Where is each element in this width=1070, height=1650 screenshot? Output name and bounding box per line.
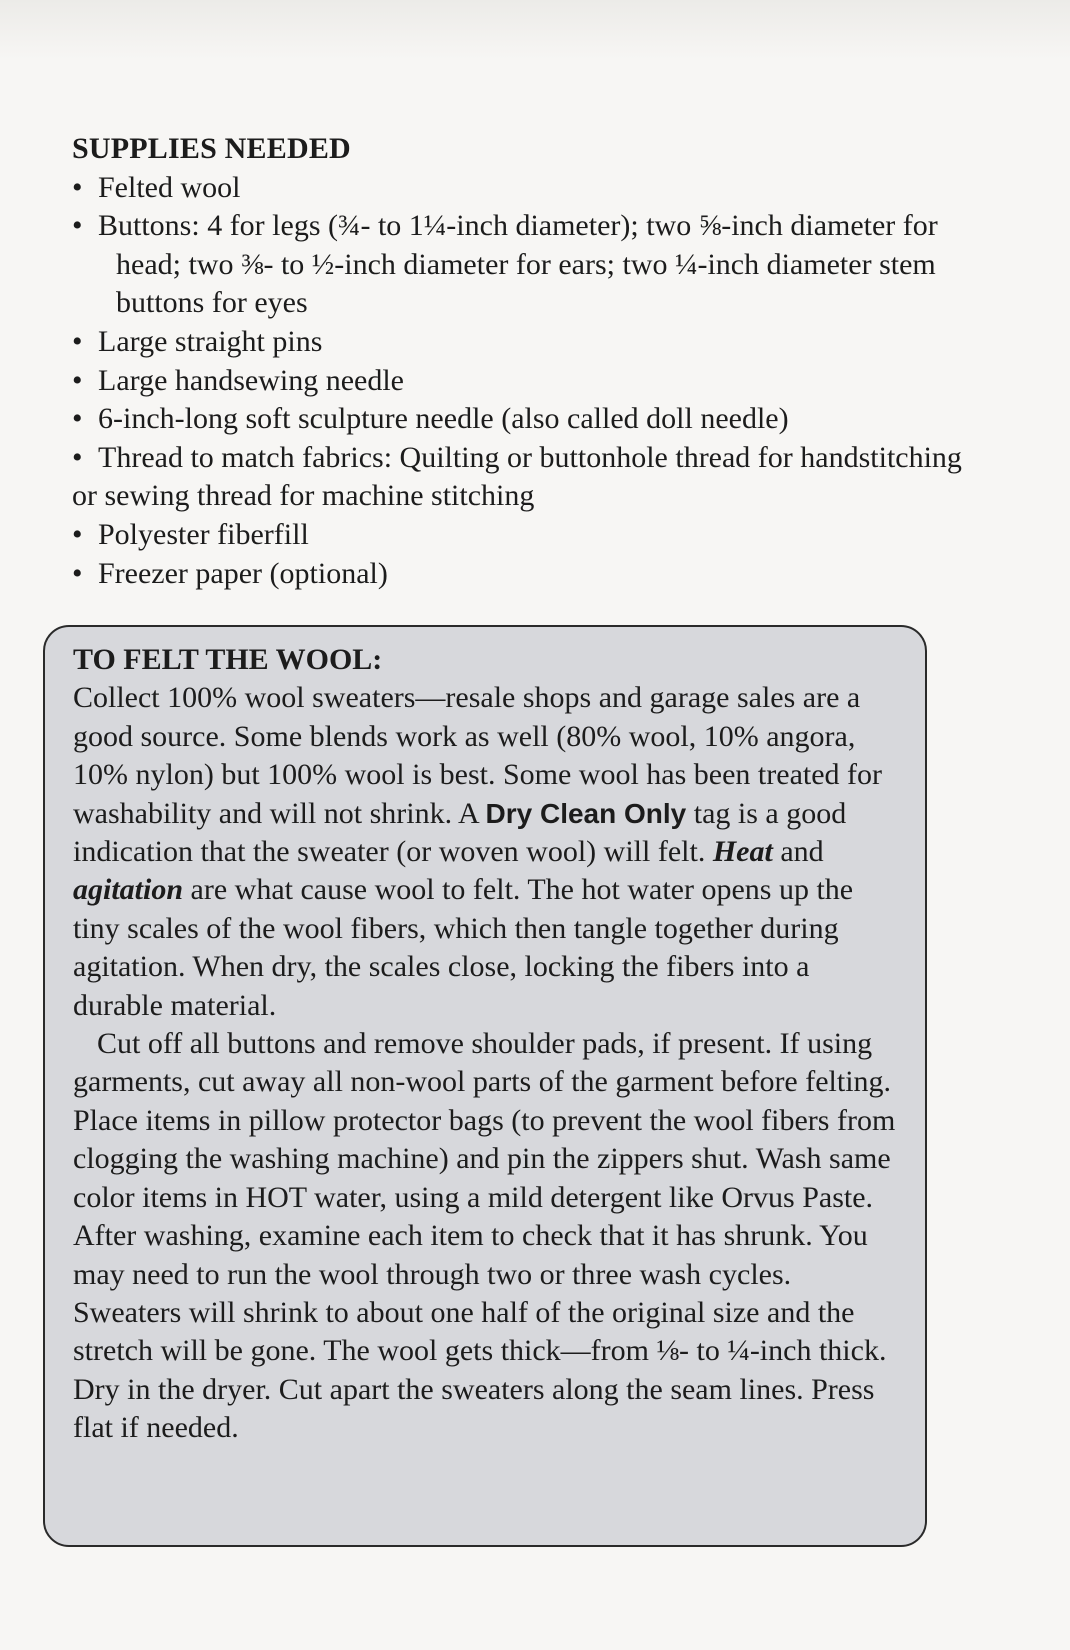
bullet-icon: • (72, 556, 83, 590)
bullet-icon: • (72, 209, 83, 243)
heat-term: Heat (712, 835, 773, 869)
list-item (72, 323, 972, 362)
bullet-icon: • (72, 324, 83, 358)
list-item (72, 207, 972, 323)
list-item (72, 169, 972, 208)
bullet-icon: • (72, 440, 83, 474)
list-item-text: 6-inch-long soft sculpture needle (also called doll needle) (98, 402, 789, 436)
page-top-shadow (0, 0, 1070, 60)
list-item-text: Large handsewing needle (98, 363, 404, 397)
bullet-icon: • (72, 363, 83, 397)
felt-p1-text-b: tag is a good indication that the sweater (or woven wool) will felt. (73, 796, 847, 869)
bullet-icon: • (72, 170, 83, 204)
supplies-heading: SUPPLIES NEEDED (72, 132, 351, 165)
supplies-section (72, 130, 972, 593)
bullet-icon: • (72, 517, 83, 551)
list-item-text: Felted wool (98, 170, 241, 204)
list-item (72, 400, 972, 439)
list-item (72, 555, 972, 594)
felt-p1-text-d: are what cause wool to felt. The hot water opens up the tiny scales of the wool fibers, which then tangle together during agitation. When dry, the scales close, locking the fibers into a durable material. (73, 873, 854, 1022)
list-item (72, 516, 972, 555)
supplies-list (72, 169, 972, 594)
felt-paragraph-2: Cut off all buttons and remove shoulder pads, if present. If using garments, cut away all non-wool parts of the garment before felting. Place items in pillow protector bags (to prevent the wool fibers from clogging the washing machine) and pin the zippers shut. Wash same color items in HOT water, using a mild detergent like Orvus Paste. After washing, examine each item to check that it has shrunk. You may need to run the wool through two or three wash cycles. Sweaters will shrink to about one half of the original size and the stretch will be gone. The wool gets thick—from ⅛- to ¼-inch thick. Dry in the dryer. Cut apart the sweaters along the seam lines. Press flat if needed. (73, 1027, 896, 1445)
felt-heading: TO FELT THE WOOL: (73, 643, 383, 676)
list-item-text: Freezer paper (optional) (98, 556, 388, 590)
agitation-term: agitation (73, 873, 184, 907)
list-item (72, 439, 972, 516)
list-item-text: Thread to match fabrics: Quilting or buttonhole thread for handstitching or sewing thread for machine stitching (72, 440, 962, 513)
list-item (72, 362, 972, 401)
dry-clean-only-term: Dry Clean Only (485, 797, 687, 829)
list-item-text: Large straight pins (98, 324, 323, 358)
felt-p1-text-c: and (772, 835, 824, 869)
list-item-text: Buttons: 4 for legs (¾- to 1¼-inch diameter); two ⅝-inch diameter for head; two ⅜- to ½-inch diameter for ears; two ¼-inch diameter stem buttons for eyes (98, 209, 938, 320)
felt-the-wool-box (43, 625, 927, 1547)
felt-p1-text-a: Collect 100% wool sweaters—resale shops and garage sales are a good source. Some blends work as well (80% wool, 10% angora, 10% nylon) but 100% wool is best. Some wool has been treated for washability and will not shrink. A (73, 681, 883, 830)
felt-paragraph-1 (73, 679, 903, 1025)
bullet-icon: • (72, 402, 83, 436)
list-item-text: Polyester fiberfill (98, 517, 309, 551)
